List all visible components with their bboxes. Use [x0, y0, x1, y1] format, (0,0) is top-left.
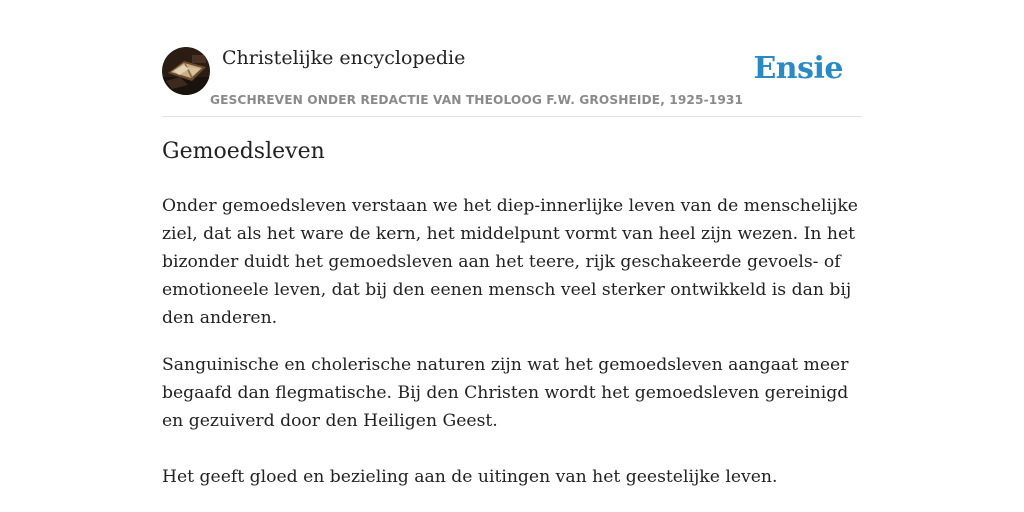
article-paragraph-3: Het geeft gloed en bezieling aan de uitingen van het geestelijke leven.: [162, 467, 778, 487]
site-title[interactable]: Christelijke encyclopedie: [222, 47, 466, 69]
brand-logo[interactable]: Ensie: [753, 51, 843, 86]
book-photo-icon[interactable]: [162, 47, 210, 95]
article-paragraph-2: Sanguinische en cholerische naturen zijn wat het gemoedsleven aangaat meer begaafd dan flegmatische. Bij den Christen wordt het gemoedsleven gereinigd en gezuiverd door den Heiligen Geest.: [162, 355, 849, 431]
site-subtitle: GESCHREVEN ONDER REDACTIE VAN THEOLOOG F.W. GROSHEIDE, 1925-1931: [210, 93, 744, 107]
article-title: Gemoedsleven: [162, 139, 325, 164]
site-header: [162, 46, 862, 117]
article-paragraph-1: Onder gemoedsleven verstaan we het diep-innerlijke leven van de menschelijke ziel, dat als het ware de kern, het middelpunt vormt van heel zijn wezen. In het bizonder duidt het gemoedsleven aan het teere, rijk geschakeerde gevoels- of emotioneele leven, dat bij den eenen mensch veel sterker ontwikkeld is dan bij den anderen.: [162, 196, 858, 328]
page: [162, 0, 862, 512]
